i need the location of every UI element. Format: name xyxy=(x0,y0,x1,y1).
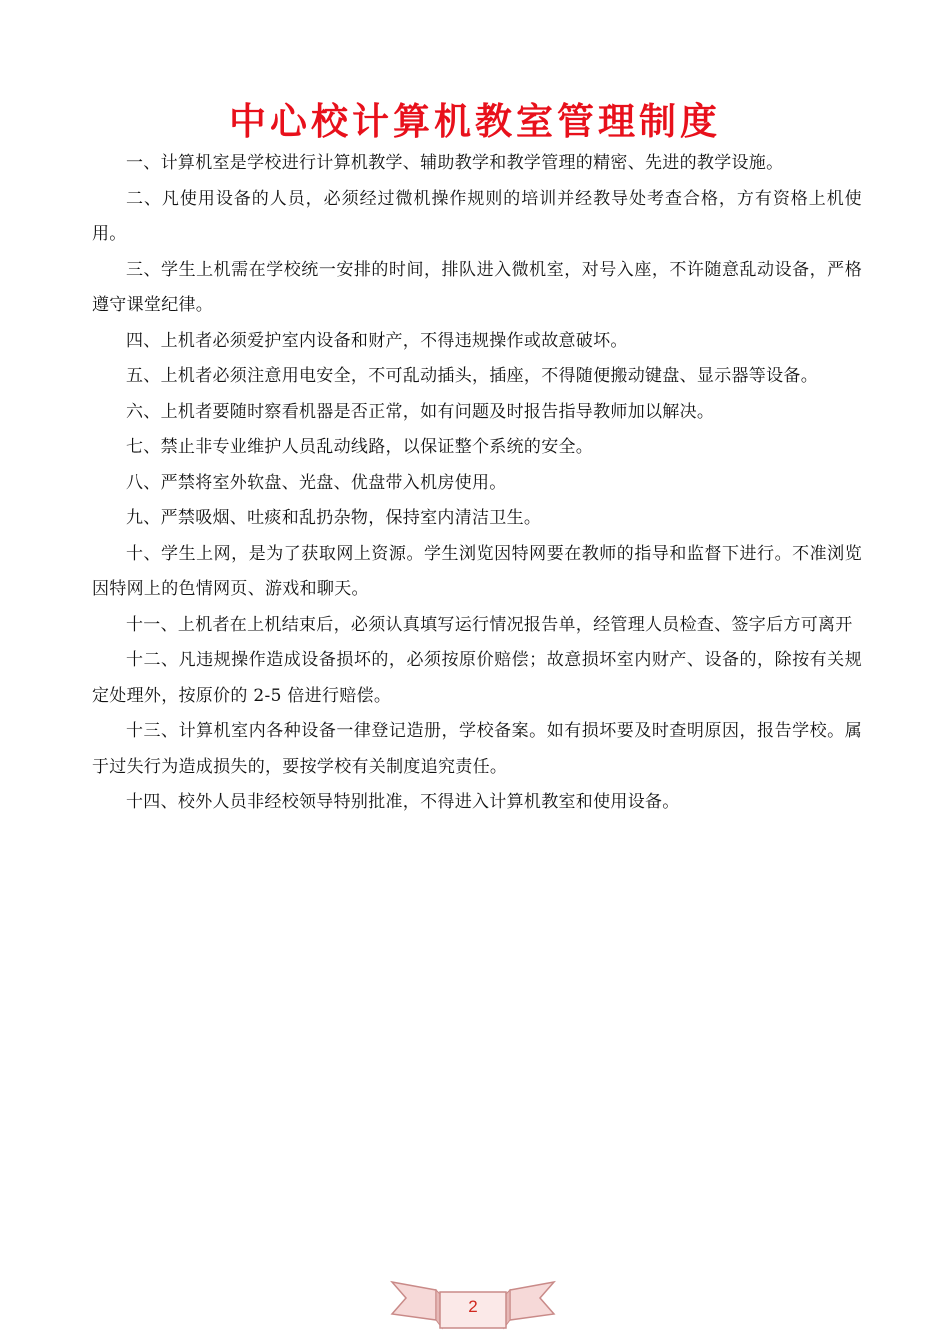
rule-paragraph-7: 七、禁止非专业维护人员乱动线路，以保证整个系统的安全。 xyxy=(126,437,594,457)
rule-paragraph-9: 九、严禁吸烟、吐痰和乱扔杂物，保持室内清洁卫生。 xyxy=(126,508,542,528)
rule-paragraph-13: 十三、计算机室内各种设备一律登记造册，学校备案。如有损坏要及时查明原因，报告学校。属于过失行为造成损失的，要按学校有关制度追究责任。 xyxy=(92,721,862,777)
document-body xyxy=(92,146,862,821)
rule-paragraph-1: 一、计算机室是学校进行计算机教学、辅助教学和教学管理的精密、先进的教学设施。 xyxy=(126,153,784,173)
rule-paragraph-5: 五、上机者必须注意用电安全，不可乱动插头，插座，不得随便搬动键盘、显示器等设备。 xyxy=(126,366,818,386)
rule-paragraph-11: 十一、上机者在上机结束后，必须认真填写运行情况报告单，经管理人员检查、签字后方可离开 xyxy=(126,614,853,635)
rule-paragraph-10: 十、学生上网，是为了获取网上资源。学生浏览因特网要在教师的指导和监督下进行。不准浏览因特网上的色情网页、游戏和聊天。 xyxy=(92,543,862,599)
rule-paragraph-14: 十四、校外人员非经校领导特别批准，不得进入计算机教室和使用设备。 xyxy=(126,792,680,812)
rule-paragraph-2: 二、凡使用设备的人员，必须经过微机操作规则的培训并经教导处考查合格，方有资格上机使用。 xyxy=(92,188,862,244)
document-title: 中心校计算机教室管理制度 xyxy=(229,100,721,143)
rule-paragraph-6: 六、上机者要随时察看机器是否正常，如有问题及时报告指导教师加以解决。 xyxy=(126,401,715,422)
rule-paragraph-12: 十二、凡违规操作造成设备损坏的，必须按原价赔偿；故意损坏室内财产、设备的，除按有关规定处理外，按原价的 2-5 倍进行赔偿。 xyxy=(92,650,862,706)
rule-paragraph-4: 四、上机者必须爱护室内设备和财产，不得违规操作或故意破坏。 xyxy=(126,330,628,351)
page-number: 2 xyxy=(468,1297,478,1316)
rule-paragraph-3: 三、学生上机需在学校统一安排的时间，排队进入微机室，对号入座，不许随意乱动设备，严格遵守课堂纪律。 xyxy=(92,259,862,315)
rule-paragraph-8: 八、严禁将室外软盘、光盘、优盘带入机房使用。 xyxy=(126,472,507,493)
